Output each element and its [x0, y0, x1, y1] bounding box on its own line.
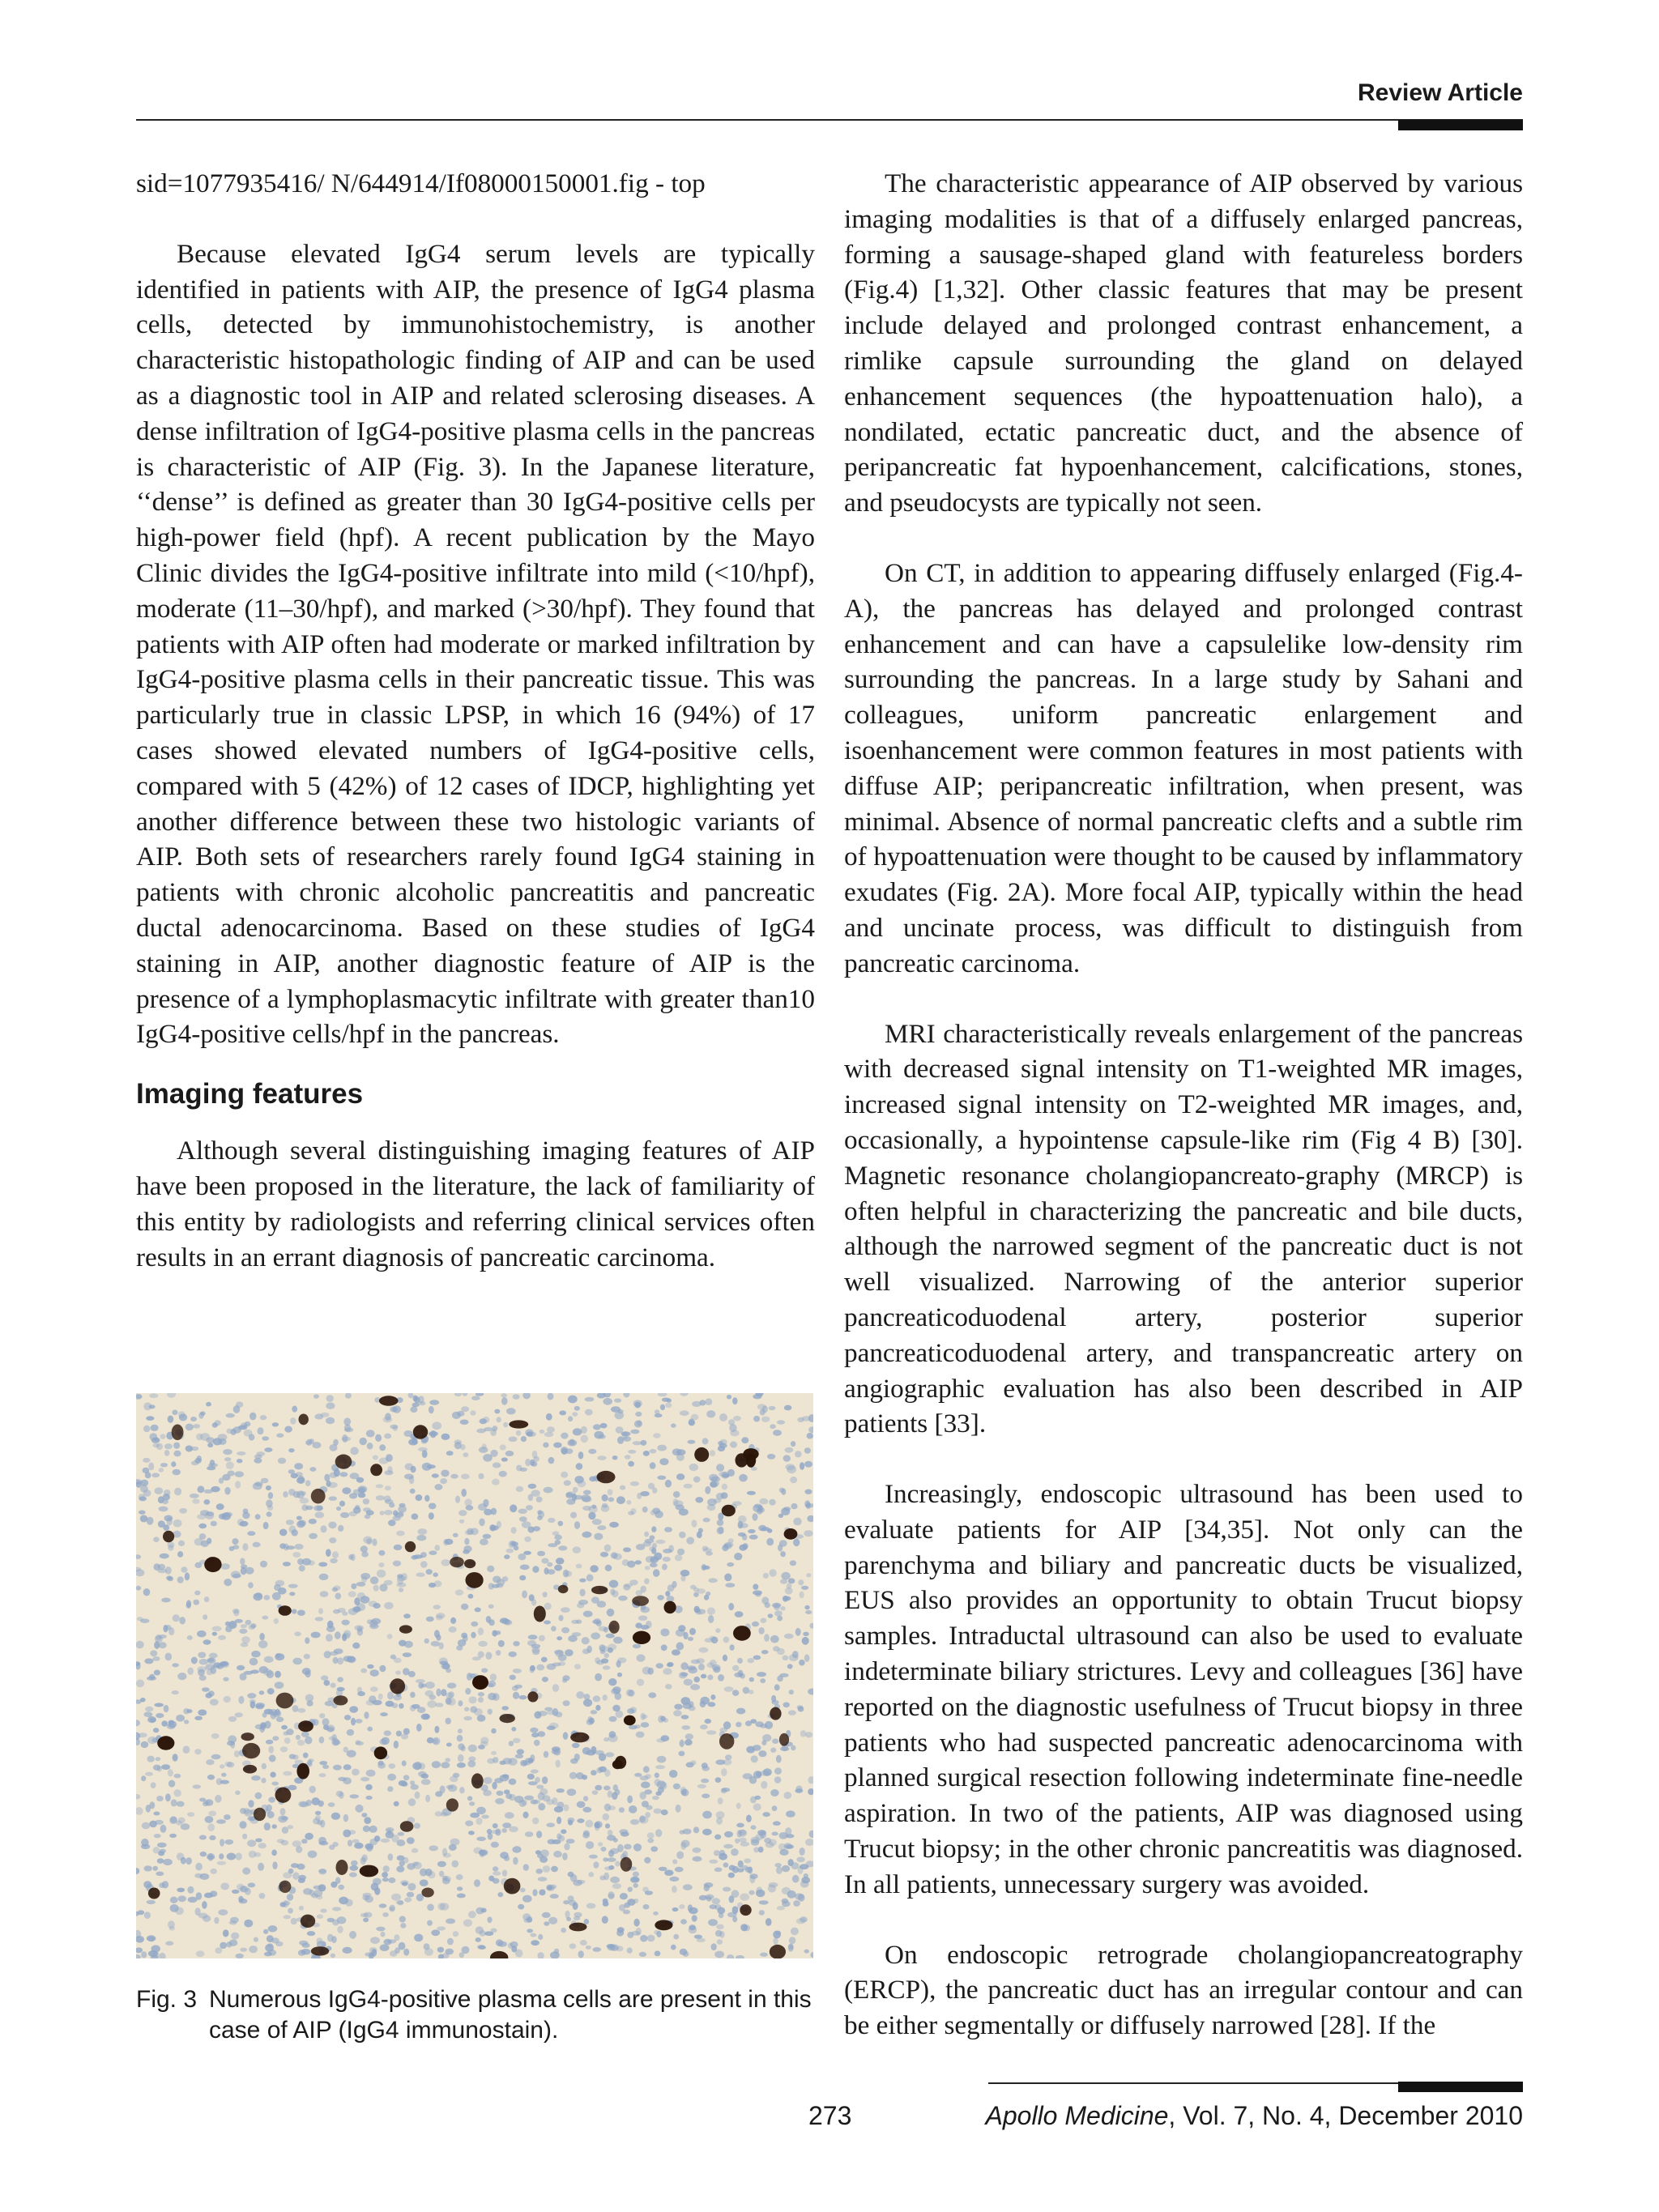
figure-label: Fig. 3 [136, 1986, 198, 2013]
body-paragraph: On CT, in addition to appearing diffusely enlarged (Fig.4- A), the pancreas has delayed and prolonged contrast enhancement and can have a capsulelike low-density rim surrounding the pancreas. In a large study by Sahani and colleagues, uniform pancreatic enlargement and isoenhancement were common features in most patients with diffuse AIP; peripancreatic infiltration, when present, was minimal. Absence of normal pancreatic clefts and a subtle rim of hypoattenuation were thought to be caused by inflammatory exudates (Fig. 2A). More focal AIP, typically within the head and uncinate process, was difficult to distinguish from pancreatic carcinoma. [844, 557, 1523, 978]
journal-citation [986, 2101, 1523, 2131]
figure-caption [136, 1984, 813, 2046]
journal-details: , Vol. 7, No. 4, December 2010 [1168, 2101, 1523, 2130]
body-paragraph: Although several distinguishing imaging features of AIP have been proposed in the literature, the lack of familiarity of this entity by radiologists and referring clinical services often results in an errant diagnosis of pancreatic carcinoma. [136, 1136, 815, 1272]
figure-caption-text: Numerous IgG4-positive plasma cells are present in this case of AIP (IgG4 immunostain). [209, 1986, 812, 2044]
body-paragraph: On endoscopic retrograde cholangiopancreatography (ERCP), the pancreatic duct has an irregular contour and can be either segmentally or diffusely narrowed [28]. If the [844, 1939, 1523, 2041]
journal-name: Apollo Medicine [985, 2101, 1169, 2130]
sid-line: sid=1077935416/ N/644914/If08000150001.fig - top [136, 168, 706, 198]
body-paragraph: The characteristic appearance of AIP observed by various imaging modalities is that of a diffusely enlarged pancreas, forming a sausage-shaped gland with featureless borders (Fig.4) [1,32]. Other classic features that may be present include delayed and prolonged contrast enhancement, a rimlike capsule surrounding the gland on delayed enhancement sequences (the hypoattenuation halo), a nondilated, ectatic pancreatic duct, and the absence of peripancreatic fat hypoenhancement, calcifications, stones, and pseudocysts are typically not seen. [844, 168, 1523, 518]
header-rule [136, 119, 1523, 121]
footer-rule-bar [1398, 2082, 1523, 2092]
body-paragraph: Increasingly, endoscopic ultrasound has been used to evaluate patients for AIP [34,35]. Not only can the parenchyma and biliary and pancreatic ducts be visualized, EUS also provides an opportunity to obtain Trucut biopsy samples. Intraductal ultrasound can also be used to evaluate indeterminate biliary strictures. Levy and colleagues [36] have reported on the diagnostic usefulness of Trucut biopsy in three patients who had suspected pancreatic adenocarcinoma with planned surgical resection following indeterminate fine-needle aspiration. In two of the patients, AIP was diagnosed using Trucut biopsy; in the other chronic pancreatitis was diagnosed. In all patients, unnecessary surgery was avoided. [844, 1479, 1523, 1899]
figure-micrograph [136, 1393, 813, 1958]
right-column [844, 166, 1523, 2044]
left-column [136, 166, 815, 1275]
section-label: Review Article [1358, 79, 1523, 106]
body-paragraph: MRI characteristically reveals enlargement of the pancreas with decreased signal intensity on T1-weighted MR images, increased signal intensity on T2-weighted MR images, and, occasionally, a hypointense capsule-like rim (Fig 4 B) [30]. Magnetic resonance cholangiopancreato-graphy (MRCP) is often helpful in characterizing the pancreatic and bile ducts, although the narrowed segment of the pancreatic duct is not well visualized. Narrowing of the anterior superior pancreaticoduodenal artery, posterior superior pancreaticoduodenal artery, and transpancreatic artery on angiographic evaluation has also been described in AIP patients [33]. [844, 1018, 1523, 1439]
header-rule-bar [1398, 120, 1523, 130]
page-number: 273 [808, 2101, 852, 2130]
body-paragraph: Because elevated IgG4 serum levels are typically identified in patients with AIP, the presence of IgG4 plasma cells, detected by immunohistochemistry, is another characteristic histopathologic finding of AIP and can be used as a diagnostic tool in AIP and related sclerosing diseases. A dense infiltration of IgG4-positive plasma cells in the pancreas is characteristic of AIP (Fig. 3). In the Japanese literature, ‘‘dense’’ is defined as greater than 30 IgG4-positive cells per high-power field (hpf). A recent publication by the Mayo Clinic divides the IgG4-positive infiltrate into mild (<10/hpf), moderate (11–30/hpf), and marked (>30/hpf). They found that patients with AIP often had moderate or marked infiltration by IgG4-positive plasma cells in their pancreatic tissue. This was particularly true in classic LPSP, in which 16 (94%) of 17 cases showed elevated numbers of IgG4-positive cells, compared with 5 (42%) of 12 cases of IDCP, highlighting yet another difference between these two histologic variants of AIP. Both sets of researchers rarely found IgG4 staining in patients with chronic alcoholic pancreatitis and pancreatic ductal adenocarcinoma. Based on these studies of IgG4 staining in AIP, another diagnostic feature of AIP is the presence of a lymphoplasmacytic infiltrate with greater than10 IgG4-positive cells/hpf in the pancreas. [136, 238, 815, 1050]
section-heading: Imaging features [136, 1078, 364, 1110]
micrograph-image [136, 1393, 813, 1958]
